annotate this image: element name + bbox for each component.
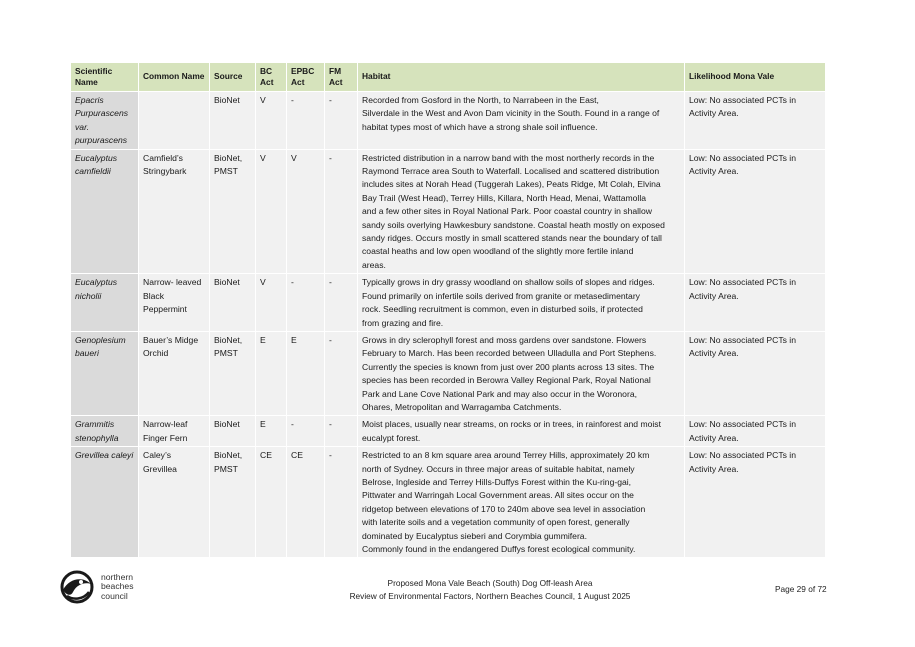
header-likelihood: Likelihood Mona Vale (685, 63, 826, 91)
cell-scientific-name: Grevillea caleyi (71, 446, 139, 557)
header-epbc-act: EPBC Act (287, 63, 325, 91)
habitat-line: February to March. Has been recorded between Ulladulla and Port Stephens. (362, 348, 657, 359)
cell-habitat (358, 91, 685, 149)
habitat-line: ridgetop between elevations of 170 to 240m above sea level in association (362, 503, 646, 514)
habitat-line: Grows in dry sclerophyll forest and moss gardens over sandstone. Flowers (362, 334, 647, 345)
table-header-row (71, 63, 826, 91)
habitat-line: species has been recorded in Berowra Valley Regional Park, Royal National (362, 375, 651, 386)
habitat-line: Moist places, usually near streams, on rocks or in trees, in rainforest and moist (362, 419, 661, 430)
header-fm-act: FM Act (325, 63, 358, 91)
habitat-line: coastal heaths and low open woodland of the slightly more fertile inland (362, 246, 634, 257)
habitat-line: Raymond Terrace area South to Waterfall. Localised and scattered distribution (362, 166, 660, 177)
habitat-line: Recorded from Gosford in the North, to Narrabeen in the East, (362, 95, 599, 105)
cell-common-name: Bauer’s Midge Orchid (139, 331, 210, 415)
table-row (71, 331, 826, 415)
habitat-line: and a few other sites in Royal National Park. Poor coastal country in shallow (362, 206, 652, 217)
cell-source: BioNet (210, 91, 256, 149)
cell-fm-act: - (325, 91, 358, 149)
cell-fm-act: - (325, 415, 358, 446)
cell-likelihood: Low: No associated PCTs in Activity Area. (685, 91, 826, 149)
cell-fm-act: - (325, 446, 358, 557)
table-row (71, 91, 826, 149)
cell-fm-act: - (325, 149, 358, 274)
header-source: Source (210, 63, 256, 91)
header-scientific-name: Scientific Name (71, 63, 139, 91)
cell-bc-act: V (256, 273, 287, 331)
cell-bc-act: V (256, 149, 287, 274)
habitat-line: rock. Seedling recruitment is common, even in disturbed soils, if protected (362, 304, 643, 315)
cell-likelihood: Low: No associated PCTs in Activity Area. (685, 415, 826, 446)
cell-common-name: Narrow- leaved Black Peppermint (139, 273, 210, 331)
cell-habitat (358, 273, 685, 331)
cell-likelihood: Low: No associated PCTs in Activity Area. (685, 446, 826, 557)
habitat-line: Park and Lane Cove National Park and may also occur in the Woronora, (362, 388, 637, 399)
cell-bc-act: E (256, 331, 287, 415)
table-row (71, 415, 826, 446)
habitat-line: from grazing and fire. (362, 317, 444, 328)
cell-epbc-act: E (287, 331, 325, 415)
habitat-line: habitat types most of which have a strong shale soil influence. (362, 121, 598, 132)
cell-habitat (358, 446, 685, 557)
cell-common-name: Narrow-leaf Finger Fern (139, 415, 210, 446)
cell-scientific-name: Eucalyptus nicholii (71, 273, 139, 331)
header-bc-act: BC Act (256, 63, 287, 91)
habitat-line: Ohares, Metropolitan and Warragamba Catchments. (362, 401, 562, 412)
habitat-line: north of Sydney. Occurs in three major areas of suitable habitat, namely (362, 463, 635, 474)
header-habitat: Habitat (358, 63, 685, 91)
habitat-line: includes sites at Norah Head (Tuggerah Lakes), Peats Ridge, Mt Colah, Elvina (362, 179, 661, 190)
habitat-line: Restricted to an 8 km square area around Terrey Hills, approximately 20 km (362, 450, 650, 461)
cell-common-name: Caley’s Grevillea (139, 446, 210, 557)
page-number: Page 29 of 72 (775, 584, 827, 594)
cell-scientific-name: Eucalyptus camfieldii (71, 149, 139, 274)
cell-likelihood: Low: No associated PCTs in Activity Area. (685, 273, 826, 331)
cell-common-name: Camfield’s Stringybark (139, 149, 210, 274)
footer-document-title (300, 577, 680, 602)
habitat-line: eucalypt forest. (362, 432, 421, 443)
cell-bc-act: V (256, 91, 287, 149)
habitat-line: sandy ridges. Occurs mostly in small scattered stands near the boundary of tall (362, 233, 662, 244)
species-table (71, 63, 826, 557)
cell-bc-act: E (256, 415, 287, 446)
habitat-line: Belrose, Ingleside and Terrey Hills-Duffys Forest within the Ku-ring-gai, (362, 476, 632, 487)
cell-common-name (139, 91, 210, 149)
council-emblem-icon (57, 570, 97, 604)
habitat-line: with laterite soils and a vegetation community of open forest, generally (362, 517, 630, 528)
cell-fm-act: - (325, 331, 358, 415)
cell-epbc-act: CE (287, 446, 325, 557)
cell-source: BioNet, PMST (210, 149, 256, 274)
habitat-line: areas. (362, 259, 386, 270)
cell-likelihood: Low: No associated PCTs in Activity Area. (685, 149, 826, 274)
cell-source: BioNet, PMST (210, 446, 256, 557)
habitat-line: Bay Trail (West Head), Terrey Hills, Killara, North Head, Menai, Wattamolla (362, 192, 647, 203)
cell-source: BioNet, PMST (210, 331, 256, 415)
logo-line: council (101, 590, 128, 601)
council-logo-text (101, 573, 134, 601)
species-table-body (71, 91, 826, 557)
cell-habitat (358, 331, 685, 415)
header-common-name: Common Name (139, 63, 210, 91)
habitat-line: dominated by Eucalyptus sieberi and Corymbia gummifera. (362, 530, 587, 541)
footer-title: Proposed Mona Vale Beach (South) Dog Off-leash Area (387, 578, 593, 588)
habitat-line: Commonly found in the endangered Duffys forest ecological community. (362, 544, 636, 554)
cell-epbc-act: - (287, 415, 325, 446)
cell-scientific-name: Grammitis stenophylla (71, 415, 139, 446)
habitat-line: sandy soils overlying Hawkesbury sandstone. Coastal heath mostly on exposed (362, 219, 665, 230)
habitat-line: Found primarily on infertile soils derived from granite or metasedimentary (362, 290, 640, 301)
cell-epbc-act: - (287, 91, 325, 149)
cell-likelihood: Low: No associated PCTs in Activity Area. (685, 331, 826, 415)
footer-subtitle: Review of Environmental Factors, Northern Beaches Council, 1 August 2025 (349, 590, 631, 601)
habitat-line: Pittwater and Warringah Local Government areas. All sites occur on the (362, 490, 634, 501)
habitat-line: Currently the species is known from just over 200 plants across 13 sites. The (362, 361, 655, 372)
table-row (71, 273, 826, 331)
habitat-line: Typically grows in dry grassy woodland on shallow soils of slopes and ridges. (362, 277, 655, 288)
cell-epbc-act: V (287, 149, 325, 274)
table-row (71, 446, 826, 557)
cell-source: BioNet (210, 273, 256, 331)
habitat-line: Restricted distribution in a narrow band with the most northerly records in the (362, 152, 655, 163)
cell-scientific-name: Epacris Purpurascens var. purpurascens (71, 91, 139, 149)
cell-epbc-act: - (287, 273, 325, 331)
cell-bc-act: CE (256, 446, 287, 557)
logo-line: northern (101, 571, 134, 582)
cell-source: BioNet (210, 415, 256, 446)
habitat-line: Silverdale in the West and Avon Dam vicinity in the South. Found in a range of (362, 108, 660, 119)
table-row (71, 149, 826, 274)
cell-fm-act: - (325, 273, 358, 331)
logo-line: beaches (101, 581, 134, 592)
cell-habitat (358, 415, 685, 446)
cell-scientific-name: Genoplesium baueri (71, 331, 139, 415)
cell-habitat (358, 149, 685, 274)
council-logo (57, 570, 134, 604)
